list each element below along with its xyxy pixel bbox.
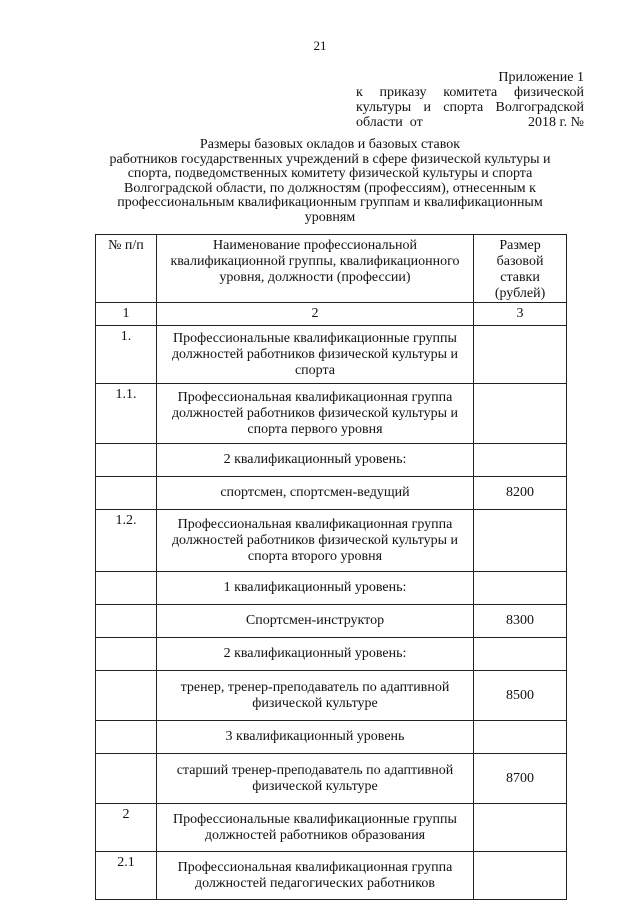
header-row: [96, 235, 567, 303]
position-name-line: должностей работников образования: [204, 827, 426, 843]
row-number: [96, 477, 157, 510]
row-number: [96, 754, 157, 804]
appendix-block: [356, 70, 584, 130]
appendix-word: к: [356, 85, 363, 100]
position-name-line: спорта второго уровня: [247, 548, 383, 564]
position-name-line: должностей работников физической культуры и: [171, 346, 459, 362]
header-name-line: Наименование профессиональной: [213, 238, 417, 253]
document-title: [95, 138, 565, 225]
position-name: [156, 754, 473, 804]
position-name-line: 3 квалификационный уровень: [225, 729, 405, 744]
base-rate: [474, 721, 567, 754]
position-name: [156, 804, 473, 852]
table-row: [96, 671, 567, 721]
title-line: уровням: [304, 209, 356, 225]
title-line: профессиональным квалификационным группам и квалификационным: [117, 195, 543, 210]
header-num: № п/п: [96, 235, 157, 303]
appendix-word: и: [423, 100, 431, 115]
table-row: [96, 605, 567, 638]
table-row: [96, 477, 567, 510]
row-number: 2: [96, 804, 157, 852]
header-rate-line: ставки: [500, 270, 540, 285]
header-name-line: уровня, должности (профессии): [219, 270, 411, 285]
appendix-word: спорта: [443, 100, 484, 115]
position-name-line: Профессиональная квалификационная группа: [177, 516, 453, 532]
base-rate: 8300: [474, 605, 567, 638]
title-line: Размеры базовых окладов и базовых ставок: [199, 137, 461, 152]
appendix-title: Приложение 1: [498, 70, 584, 85]
table-row: [96, 510, 567, 572]
base-rate: [474, 384, 567, 444]
position-name-line: Профессиональные квалификационные группы: [173, 811, 457, 827]
position-name-line: Профессиональная квалификационная группа: [177, 389, 453, 405]
position-name: [156, 638, 473, 671]
position-name: [156, 852, 473, 900]
position-name-line: Профессиональная квалификационная группа: [177, 859, 453, 875]
table-row: [96, 721, 567, 754]
header-rate-line: Размер базовой: [496, 238, 544, 269]
position-name: [156, 721, 473, 754]
base-rate: [474, 510, 567, 572]
header-name-line: квалификационной группы, квалификационного: [170, 254, 460, 269]
row-number: 1.1.: [96, 384, 157, 444]
column-numbers-row: [96, 303, 567, 326]
position-name-line: спорта первого уровня: [247, 421, 383, 437]
position-name-line: старший тренер-преподаватель по адаптивной: [176, 762, 454, 778]
table-row: [96, 754, 567, 804]
header-name: [156, 235, 473, 303]
header-rate-line: (рублей): [494, 286, 546, 301]
appendix-word: Волгоградской: [495, 100, 584, 115]
appendix-line-1: [356, 85, 584, 100]
table-row: [96, 572, 567, 605]
position-name: [156, 444, 473, 477]
table-row: [96, 852, 567, 900]
row-number: [96, 605, 157, 638]
position-name-line: спортсмен, спортсмен-ведущий: [220, 485, 410, 500]
position-name-line: должностей работников физической культуры и: [171, 532, 459, 548]
table-row: [96, 804, 567, 852]
appendix-line-3: [356, 115, 584, 130]
position-name-line: 2 квалификационный уровень:: [223, 452, 407, 467]
position-name-line: физической культуре: [252, 695, 378, 711]
title-line: работников государственных учреждений в сфере физической культуры и: [109, 151, 551, 167]
base-rate: [474, 852, 567, 900]
header-rate: [474, 235, 567, 303]
position-name-line: спорта: [294, 362, 335, 378]
position-name: [156, 510, 473, 572]
column-number: 2: [156, 303, 473, 326]
rates-table: [95, 234, 567, 900]
appendix-word: культуры: [356, 100, 412, 115]
appendix-date-label: области от: [356, 115, 423, 130]
base-rate: [474, 444, 567, 477]
row-number: 1.: [96, 326, 157, 384]
position-name-line: физической культуре: [252, 778, 378, 794]
page-number: 21: [313, 38, 327, 53]
row-number: [96, 721, 157, 754]
appendix-order-number: 2018 г. №: [527, 115, 584, 130]
base-rate: [474, 804, 567, 852]
row-number: [96, 444, 157, 477]
appendix-word: физической: [513, 85, 584, 100]
position-name-line: Спортсмен-инструктор: [245, 613, 385, 628]
position-name-line: 2 квалификационный уровень:: [223, 646, 407, 661]
base-rate: 8700: [474, 754, 567, 804]
title-line: спорта, подведомственных комитету физической культуры и спорта: [127, 166, 533, 181]
base-rate: [474, 326, 567, 384]
position-name-line: 1 квалификационный уровень:: [223, 580, 407, 595]
row-number: [96, 638, 157, 671]
position-name: [156, 477, 473, 510]
title-line: Волгоградской области, по должностям (профессиям), отнесенным к: [124, 180, 536, 196]
position-name: [156, 384, 473, 444]
base-rate: 8200: [474, 477, 567, 510]
position-name: [156, 605, 473, 638]
base-rate: [474, 572, 567, 605]
column-number: 3: [474, 303, 567, 326]
column-number: 1: [96, 303, 157, 326]
position-name-line: должностей педагогических работников: [194, 875, 435, 891]
position-name-line: Профессиональные квалификационные группы: [173, 330, 457, 346]
position-name: [156, 671, 473, 721]
position-name-line: должностей работников физической культуры и: [171, 405, 459, 421]
table-row: [96, 384, 567, 444]
appendix-word: комитета: [443, 85, 498, 100]
base-rate: 8500: [474, 671, 567, 721]
row-number: 2.1: [96, 852, 157, 900]
row-number: [96, 572, 157, 605]
table-row: [96, 326, 567, 384]
position-name-line: тренер, тренер-преподаватель по адаптивной: [180, 679, 450, 695]
table-row: [96, 638, 567, 671]
position-name: [156, 326, 473, 384]
appendix-line-2: [356, 100, 584, 115]
table-row: [96, 444, 567, 477]
row-number: [96, 671, 157, 721]
base-rate: [474, 638, 567, 671]
appendix-word: приказу: [379, 85, 427, 100]
position-name: [156, 572, 473, 605]
row-number: 1.2.: [96, 510, 157, 572]
